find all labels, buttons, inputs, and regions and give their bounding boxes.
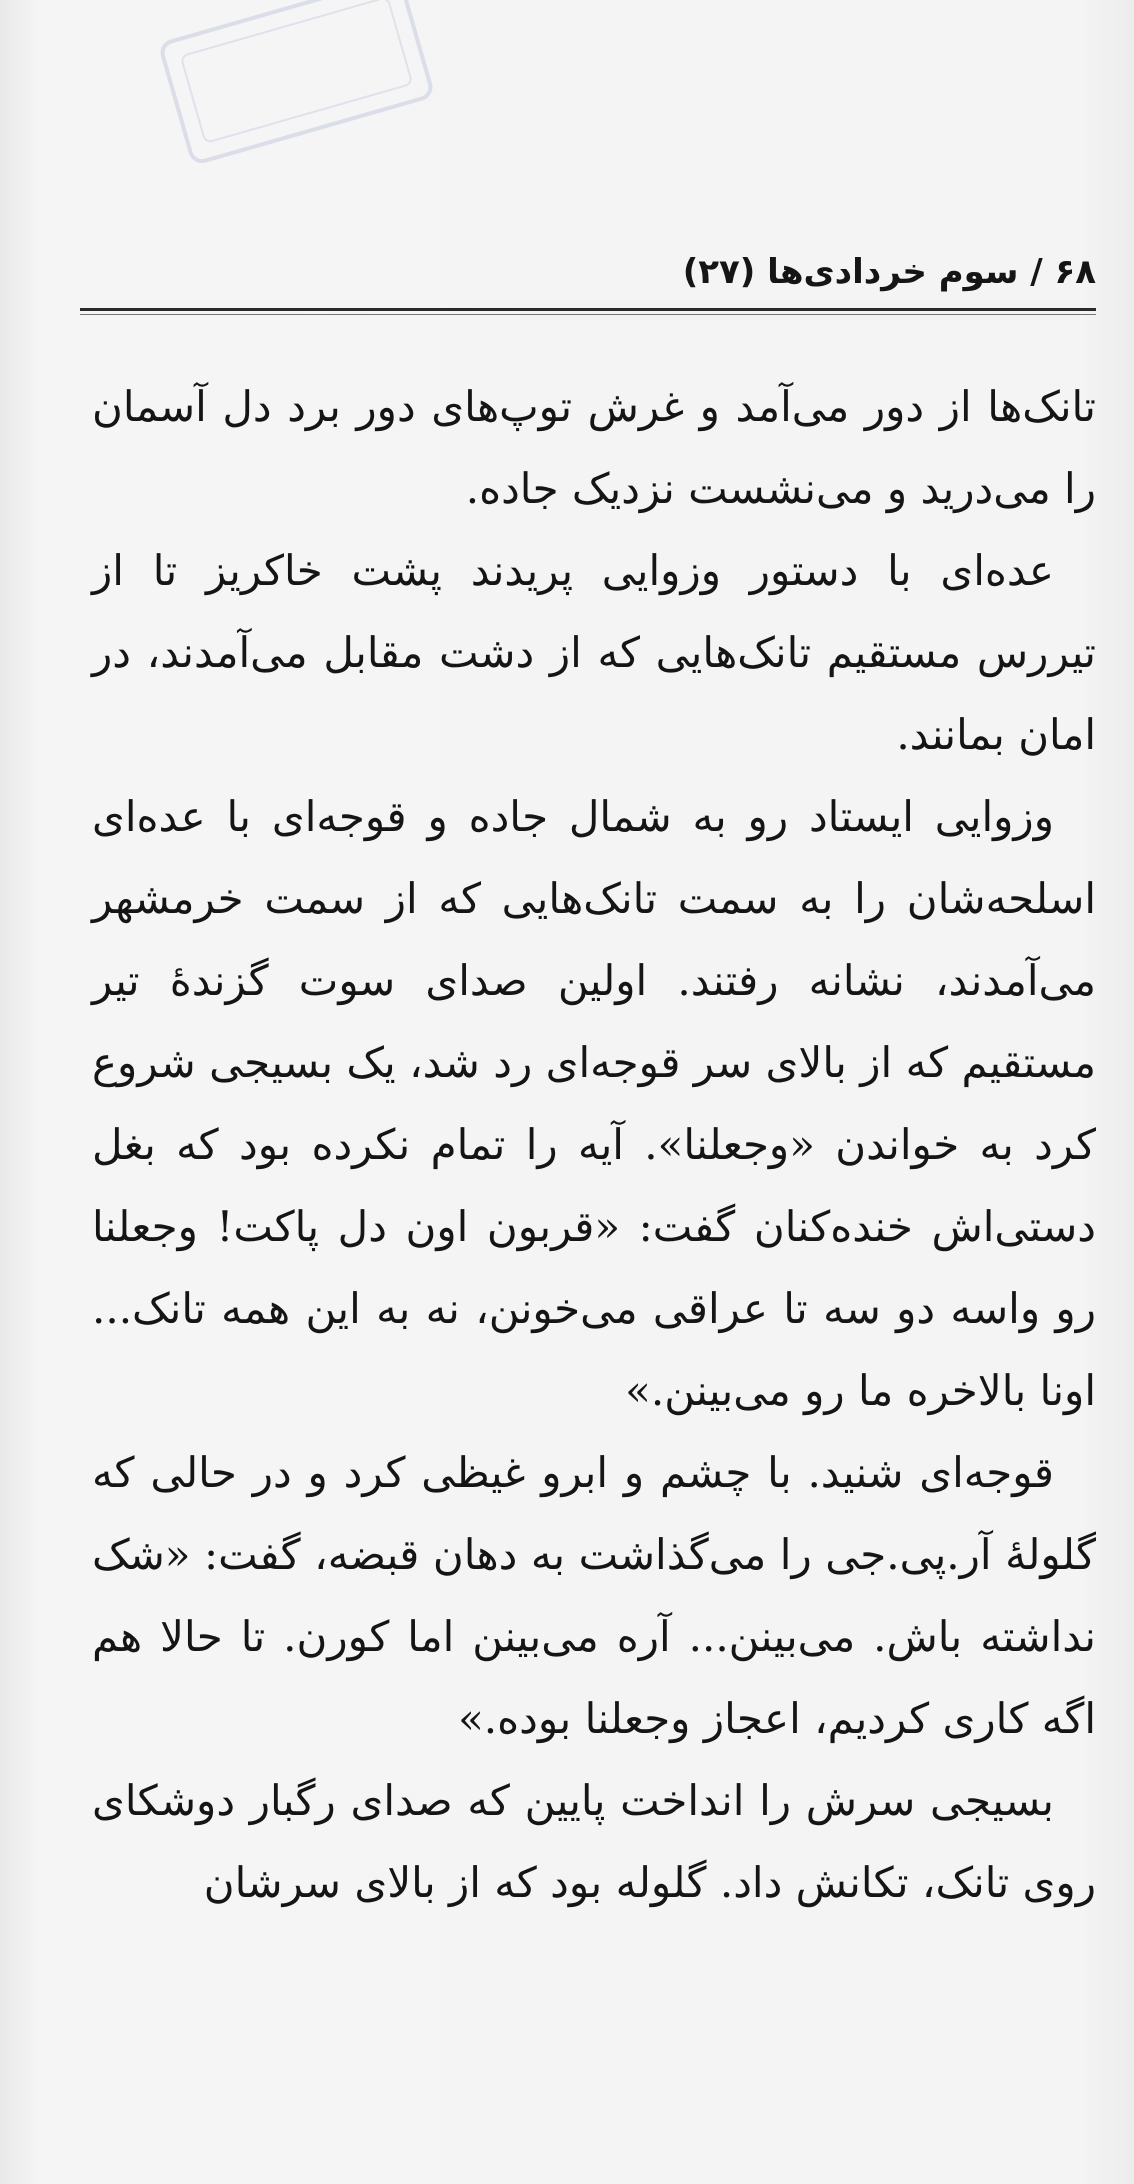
header-rule — [80, 308, 1096, 311]
paragraph: بسیجی سرش را انداخت پایین که صدای رگبار دوشکای روی تانک، تکانش داد. گلوله بود که از بالای سرشان — [92, 1776, 1096, 1907]
paragraph: وزوایی ایستاد رو به شمال جاده و قوجه‌ای با عده‌ای اسلحه‌شان را به سمت تانک‌هایی که از سمت خرمشهر می‌آمدند، نشانه رفتند. اولین صدای سوت گزندهٔ تیر مستقیم که از بالای سر قوجه‌ای رد شد، یک بسیجی شروع کرد به خواندن «وجعلنا». آیه را تمام نکرده بود که بغل دستی‌اش خنده‌کنان گفت: «قربون اون دل پاکت! وجعلنا رو واسه دو سه تا عراقی می‌خونن، نه به این همه تانک... اونا بالاخره ما رو می‌بینن.» — [92, 792, 1096, 1415]
paragraph: تانک‌ها از دور می‌آمد و غرش توپ‌های دور برد دل آسمان را می‌درید و می‌نشست نزدیک جاده. — [92, 382, 1096, 513]
library-stamp — [157, 0, 435, 166]
page-header: ۶۸ / سوم خردادی‌ها (۲۷) — [682, 252, 1096, 292]
body-text — [92, 366, 1096, 1924]
paragraph: قوجه‌ای شنید. با چشم و ابرو غیظی کرد و در حالی که گلولهٔ آر.پی.جی را می‌گذاشت به دهان قبضه، گفت: «شک نداشته باش. می‌بینن... آره می‌بینن اما کورن. تا حالا هم اگه کاری کردیم، اعجاز وجعلنا بوده.» — [92, 1448, 1096, 1743]
header-rule-thin — [80, 314, 1096, 315]
paragraph: عده‌ای با دستور وزوایی پریدند پشت خاکریز تا از تیررس مستقیم تانک‌هایی که از دشت مقابل می‌آمدند، در امان بمانند. — [92, 546, 1096, 759]
